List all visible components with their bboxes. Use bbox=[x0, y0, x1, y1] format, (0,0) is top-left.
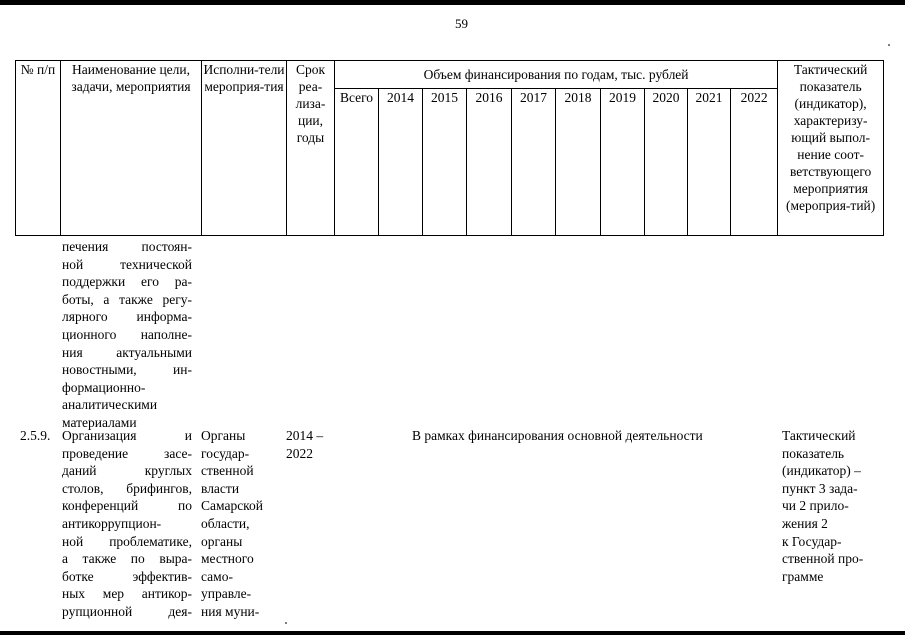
header-year: 2014 bbox=[379, 89, 423, 236]
header-col-total: Всего bbox=[335, 89, 379, 236]
text-line: ной технической bbox=[62, 256, 192, 272]
text-line: а также по выра- bbox=[62, 551, 192, 567]
text-line: Самарской bbox=[201, 498, 264, 514]
text-line: пункт 3 зада- bbox=[782, 480, 858, 496]
text-line: Тактический bbox=[782, 428, 856, 443]
text-line: конференций по bbox=[62, 498, 192, 514]
text-line: ной проблематике, bbox=[62, 533, 192, 549]
row-name bbox=[62, 427, 192, 621]
text-line: чи 2 прило- bbox=[782, 498, 849, 514]
text-line: антикоррупцион- bbox=[62, 515, 162, 531]
top-border-bar bbox=[0, 0, 905, 5]
scan-speck bbox=[285, 622, 287, 624]
text-line: к Государ- bbox=[782, 533, 842, 549]
row-executors bbox=[201, 427, 281, 621]
header-year: 2016 bbox=[467, 89, 512, 236]
text-line: боты, а также регу- bbox=[62, 291, 192, 307]
header-year: 2020 bbox=[645, 89, 688, 236]
text-line: ных мер антикор- bbox=[62, 586, 192, 602]
page-number: 59 bbox=[455, 16, 468, 31]
text-line: местного bbox=[201, 551, 254, 567]
text-line: поддержки его ра- bbox=[62, 274, 192, 290]
text-line: Организация и bbox=[62, 428, 192, 443]
header-year: 2021 bbox=[688, 89, 731, 236]
text-line: 2014 – bbox=[286, 428, 324, 443]
text-line: области, bbox=[201, 515, 250, 531]
text-line: печения постоян- bbox=[62, 239, 192, 254]
header-col-name: Наименование цели, задачи, мероприятия bbox=[61, 61, 202, 236]
text-line: аналитическими bbox=[62, 397, 158, 413]
header-year: 2018 bbox=[556, 89, 601, 236]
text-line: государ- bbox=[201, 445, 250, 461]
header-col-term: Срок реа-лиза-ции, годы bbox=[287, 61, 335, 236]
header-col-executors: Исполни-тели мероприя-тия bbox=[202, 61, 287, 236]
bottom-border-bar bbox=[0, 631, 905, 635]
text-line: ственной bbox=[201, 463, 254, 479]
header-col-number: № п/п bbox=[16, 61, 61, 236]
header-year: 2019 bbox=[601, 89, 645, 236]
text-line: власти bbox=[201, 480, 240, 496]
scan-speck bbox=[888, 44, 890, 46]
text-line: органы bbox=[201, 533, 243, 549]
text-line: ственной про- bbox=[782, 551, 864, 567]
header-year: 2022 bbox=[731, 89, 778, 236]
header-year: 2015 bbox=[423, 89, 467, 236]
text-line: материалами bbox=[62, 414, 137, 430]
text-line: управле- bbox=[201, 586, 252, 602]
row-number: 2.5.9. bbox=[20, 428, 51, 443]
text-line: показатель bbox=[782, 445, 845, 461]
text-line: проведение засе- bbox=[62, 445, 192, 461]
header-col-financing: Объем финансирования по годам, тыс. рублей bbox=[335, 61, 778, 89]
text-line: столов, брифингов, bbox=[62, 480, 192, 496]
row-indicator bbox=[782, 427, 887, 585]
text-line: ционного наполне- bbox=[62, 326, 192, 342]
header-col-indicator: Тактический показатель (индикатор), характеризу-ющий выпол-нение соот-ветствующего мероприятия (мероприя-тий) bbox=[778, 61, 884, 236]
text-line: ния актуальными bbox=[62, 344, 192, 360]
text-line: 2022 bbox=[286, 445, 313, 461]
text-line: ния муни- bbox=[201, 603, 260, 619]
text-line: ботке эффектив- bbox=[62, 568, 192, 584]
row-financing-note: В рамках финансирования основной деятельности bbox=[412, 428, 703, 443]
text-line: Органы bbox=[201, 428, 246, 443]
text-line: жения 2 bbox=[782, 515, 828, 531]
text-line: (индикатор) – bbox=[782, 463, 861, 479]
text-line: лярного информа- bbox=[62, 309, 192, 325]
continuation-text bbox=[62, 238, 192, 432]
header-year: 2017 bbox=[512, 89, 556, 236]
header-table bbox=[15, 60, 884, 236]
text-line: новостными, ин- bbox=[62, 362, 192, 378]
text-line: само- bbox=[201, 568, 233, 584]
text-line: рупционной дея- bbox=[62, 603, 192, 619]
row-term bbox=[286, 427, 336, 462]
text-line: даний круглых bbox=[62, 463, 192, 479]
text-line: формационно- bbox=[62, 379, 146, 395]
text-line: грамме bbox=[782, 568, 824, 584]
